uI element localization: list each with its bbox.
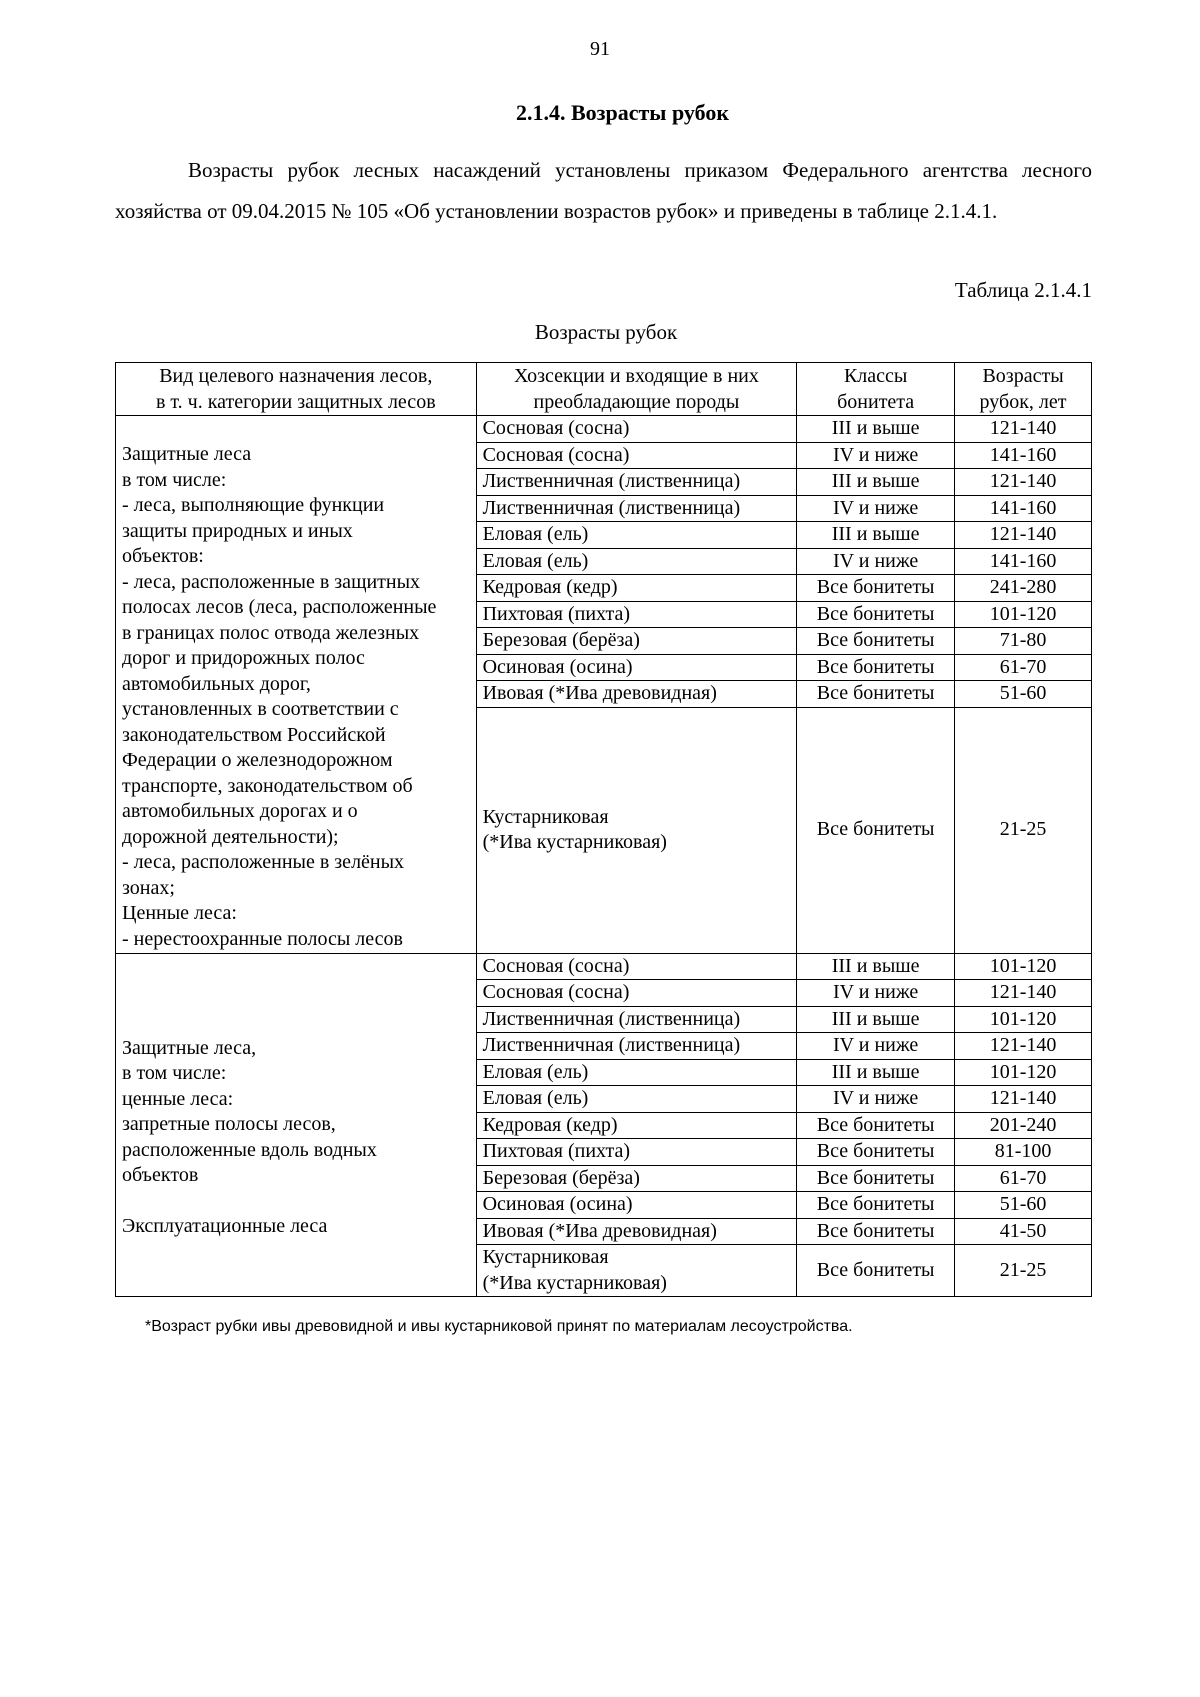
table-header-row [116,363,1092,416]
cutting-age-cell: 121-140 [955,416,1092,443]
bonitet-cell: IV и ниже [797,442,955,469]
cutting-age-cell: 121-140 [955,469,1092,496]
bonitet-cell: Все бонитеты [797,1192,955,1219]
cutting-age-cell: 121-140 [955,980,1092,1007]
header-forest-purpose: Вид целевого назначения лесов, в т. ч. категории защитных лесов [116,363,477,416]
section-cell: Кедровая (кедр) [476,1112,797,1139]
section-cell: Еловая (ель) [476,1086,797,1113]
cutting-age-cell: 141-160 [955,442,1092,469]
bonitet-cell: Все бонитеты [797,681,955,708]
bonitet-cell: III и выше [797,1006,955,1033]
cutting-age-cell: 141-160 [955,548,1092,575]
cutting-age-cell: 241-280 [955,575,1092,602]
section-cell: Пихтовая (пихта) [476,601,797,628]
section-cell: Березовая (берёза) [476,628,797,655]
footnote: *Возраст рубки ивы древовидной и ивы кустарниковой принят по материалам лесоустройства. [145,1318,853,1335]
bonitet-cell: Все бонитеты [797,654,955,681]
cutting-age-cell: 51-60 [955,1192,1092,1219]
section-cell: Еловая (ель) [476,1059,797,1086]
cutting-age-cell: 121-140 [955,1033,1092,1060]
cutting-age-cell: 51-60 [955,681,1092,708]
table-caption: Возрасты рубок [534,320,678,344]
section-cell: Сосновая (сосна) [476,442,797,469]
bonitet-cell: Все бонитеты [797,1112,955,1139]
bonitet-cell: III и выше [797,953,955,980]
section-cell: Ивовая (*Ива древовидная) [476,681,797,708]
section-cell: Березовая (берёза) [476,1165,797,1192]
forest-category-cell: Защитные леса в том числе: - леса, выполняющие функции защиты природных и иных объектов: - леса, расположенные в защитных полосах лесов (леса, расположенные в границах полос отвода железных дорог и придорожных полос автомобильных дорог, установленных в соответствии с законодательством Российской Федерации о железнодорожном транспорте, законодательством об автомобильных дорогах и о дорожной деятельности); - леса, расположенные в зелёных зонах; Ценные леса: - нерестоохранные полосы лесов [116,416,477,954]
bonitet-cell: IV и ниже [797,1086,955,1113]
header-cutting-age: Возрасты рубок, лет [955,363,1092,416]
section-cell: Кедровая (кедр) [476,575,797,602]
section-cell: Кустарниковая (*Ива кустарниковая) [476,707,797,953]
section-cell: Сосновая (сосна) [476,980,797,1007]
bonitet-cell: Все бонитеты [797,628,955,655]
cutting-age-cell: 71-80 [955,628,1092,655]
bonitet-cell: IV и ниже [797,495,955,522]
cutting-ages-table [115,362,1092,1297]
bonitet-cell: IV и ниже [797,548,955,575]
cutting-age-cell: 121-140 [955,522,1092,549]
bonitet-cell: III и выше [797,522,955,549]
bonitet-cell: Все бонитеты [797,1218,955,1245]
section-cell: Еловая (ель) [476,548,797,575]
cutting-age-cell: 141-160 [955,495,1092,522]
bonitet-cell: Все бонитеты [797,601,955,628]
section-cell: Ивовая (*Ива древовидная) [476,1218,797,1245]
section-cell: Кустарниковая (*Ива кустарниковая) [476,1245,797,1297]
section-cell: Лиственничная (лиственница) [476,469,797,496]
bonitet-cell: Все бонитеты [797,1165,955,1192]
section-cell: Лиственничная (лиственница) [476,495,797,522]
section-heading: 2.1.4. Возрасты рубок [515,100,730,125]
bonitet-cell: IV и ниже [797,1033,955,1060]
cutting-age-cell: 21-25 [955,707,1092,953]
section-cell: Лиственничная (лиственница) [476,1033,797,1060]
cutting-age-cell: 121-140 [955,1086,1092,1113]
cutting-age-cell: 81-100 [955,1139,1092,1166]
table-row [116,416,1092,443]
bonitet-cell: Все бонитеты [797,1245,955,1297]
cutting-age-cell: 21-25 [955,1245,1092,1297]
section-cell: Пихтовая (пихта) [476,1139,797,1166]
cutting-age-cell: 101-120 [955,953,1092,980]
cutting-age-cell: 101-120 [955,1059,1092,1086]
cutting-age-cell: 61-70 [955,1165,1092,1192]
section-cell: Осиновая (осина) [476,654,797,681]
section-cell: Сосновая (сосна) [476,953,797,980]
bonitet-cell: III и выше [797,1059,955,1086]
cutting-age-cell: 101-120 [955,1006,1092,1033]
bonitet-cell: III и выше [797,416,955,443]
header-bonitet: Классы бонитета [797,363,955,416]
cutting-age-cell: 41-50 [955,1218,1092,1245]
cutting-age-cell: 201-240 [955,1112,1092,1139]
table-reference: Таблица 2.1.4.1 [954,278,1092,302]
section-cell: Лиственничная (лиственница) [476,1006,797,1033]
bonitet-cell: Все бонитеты [797,575,955,602]
section-cell: Еловая (ель) [476,522,797,549]
intro-paragraph: Возрасты рубок лесных насаждений установлены приказом Федерального агентства лесного хозяйства от 09.04.2015 № 105 «Об установлении возрастов рубок» и приведены в таблице 2.1.4.1. [115,158,1092,223]
cutting-age-cell: 61-70 [955,654,1092,681]
cutting-age-cell: 101-120 [955,601,1092,628]
table-row [116,953,1092,980]
forest-category-cell: Защитные леса, в том числе: ценные леса: запретные полосы лесов, расположенные вдоль водных объектов Эксплуатационные леса [116,953,477,1297]
section-cell: Сосновая (сосна) [476,416,797,443]
page-number: 91 [590,38,610,60]
bonitet-cell: IV и ниже [797,980,955,1007]
bonitet-cell: Все бонитеты [797,1139,955,1166]
bonitet-cell: III и выше [797,469,955,496]
header-sections: Хозсекции и входящие в них преобладающие породы [476,363,797,416]
bonitet-cell: Все бонитеты [797,707,955,953]
section-cell: Осиновая (осина) [476,1192,797,1219]
